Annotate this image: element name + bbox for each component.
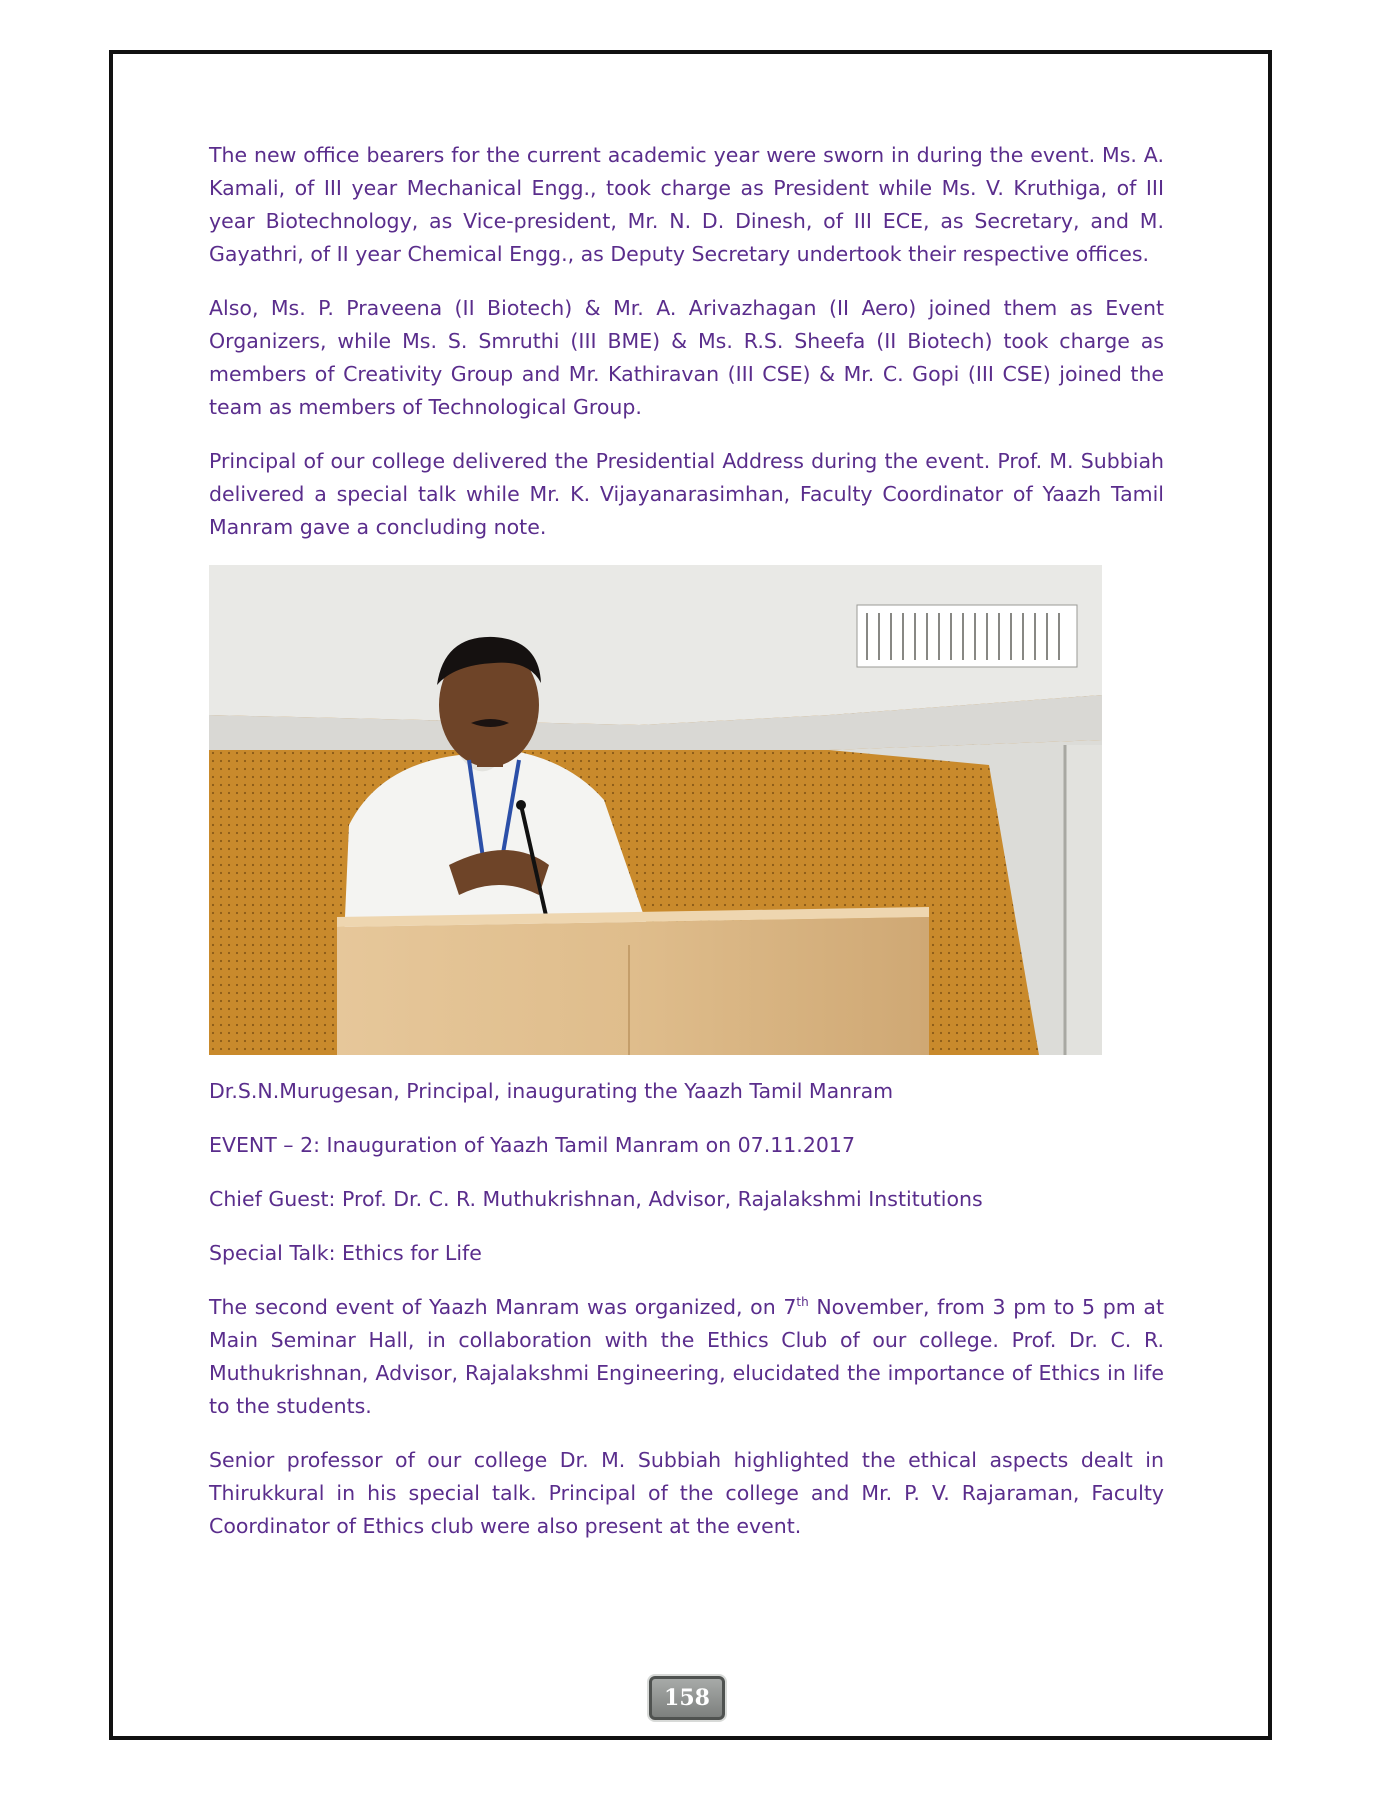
- event-photo: [209, 565, 1102, 1055]
- page-number-badge: 158: [649, 1676, 725, 1720]
- special-talk: Special Talk: Ethics for Life: [209, 1241, 482, 1265]
- senior-professor-paragraph: Senior professor of our college Dr. M. Subbiah highlighted the ethical aspects dealt in Thirukkural in his special talk. Principal of the college and Mr. P. V. Rajaraman, Faculty Coordinator of Ethics club were also present at the event.: [209, 1448, 1164, 1538]
- second-event-text-end: November, from 3 pm to 5 pm at Main Seminar Hall, in collaboration with the Ethics Club of our college. Prof. Dr. C. R. Muthukrishnan, Advisor, Rajalakshmi Engineering, elucidated the importance of Ethics in life to the students.: [209, 1295, 1164, 1418]
- office-bearers-paragraph: The new office bearers for the current academic year were sworn in during the event. Ms. A. Kamali, of III year Mechanical Engg., took charge as President while Ms. V. Kruthiga, of III year Biotechnology, as Vice-president, Mr. N. D. Dinesh, of III ECE, as Secretary, and M. Gayathri, of II year Chemical Engg., as Deputy Secretary undertook their respective offices.: [209, 143, 1164, 266]
- date-superscript: th: [796, 1295, 809, 1310]
- page-content: [209, 139, 1164, 1564]
- second-event-text-start: The second event of Yaazh Manram was organized, on 7: [209, 1295, 797, 1319]
- principal-paragraph: Principal of our college delivered the Presidential Address during the event. Prof. M. Subbiah delivered a special talk while Mr. K. Vijayanarasimhan, Faculty Coordinator of Yaazh Tamil Manram gave a concluding note.: [209, 449, 1164, 539]
- speaker-at-podium-image: [209, 565, 1102, 1055]
- event-title: EVENT – 2: Inauguration of Yaazh Tamil Manram on 07.11.2017: [209, 1133, 855, 1157]
- organizers-paragraph: Also, Ms. P. Praveena (II Biotech) & Mr. A. Arivazhagan (II Aero) joined them as Event Organizers, while Ms. S. Smruthi (III BME) & Ms. R.S. Sheefa (II Biotech) took charge as members of Creativity Group and Mr. Kathiravan (III CSE) & Mr. C. Gopi (III CSE) joined the team as members of Technological Group.: [209, 296, 1164, 419]
- second-event-paragraph: [209, 1291, 1164, 1423]
- photo-caption: Dr.S.N.Murugesan, Principal, inaugurating the Yaazh Tamil Manram: [209, 1079, 894, 1103]
- chief-guest: Chief Guest: Prof. Dr. C. R. Muthukrishnan, Advisor, Rajalakshmi Institutions: [209, 1187, 983, 1211]
